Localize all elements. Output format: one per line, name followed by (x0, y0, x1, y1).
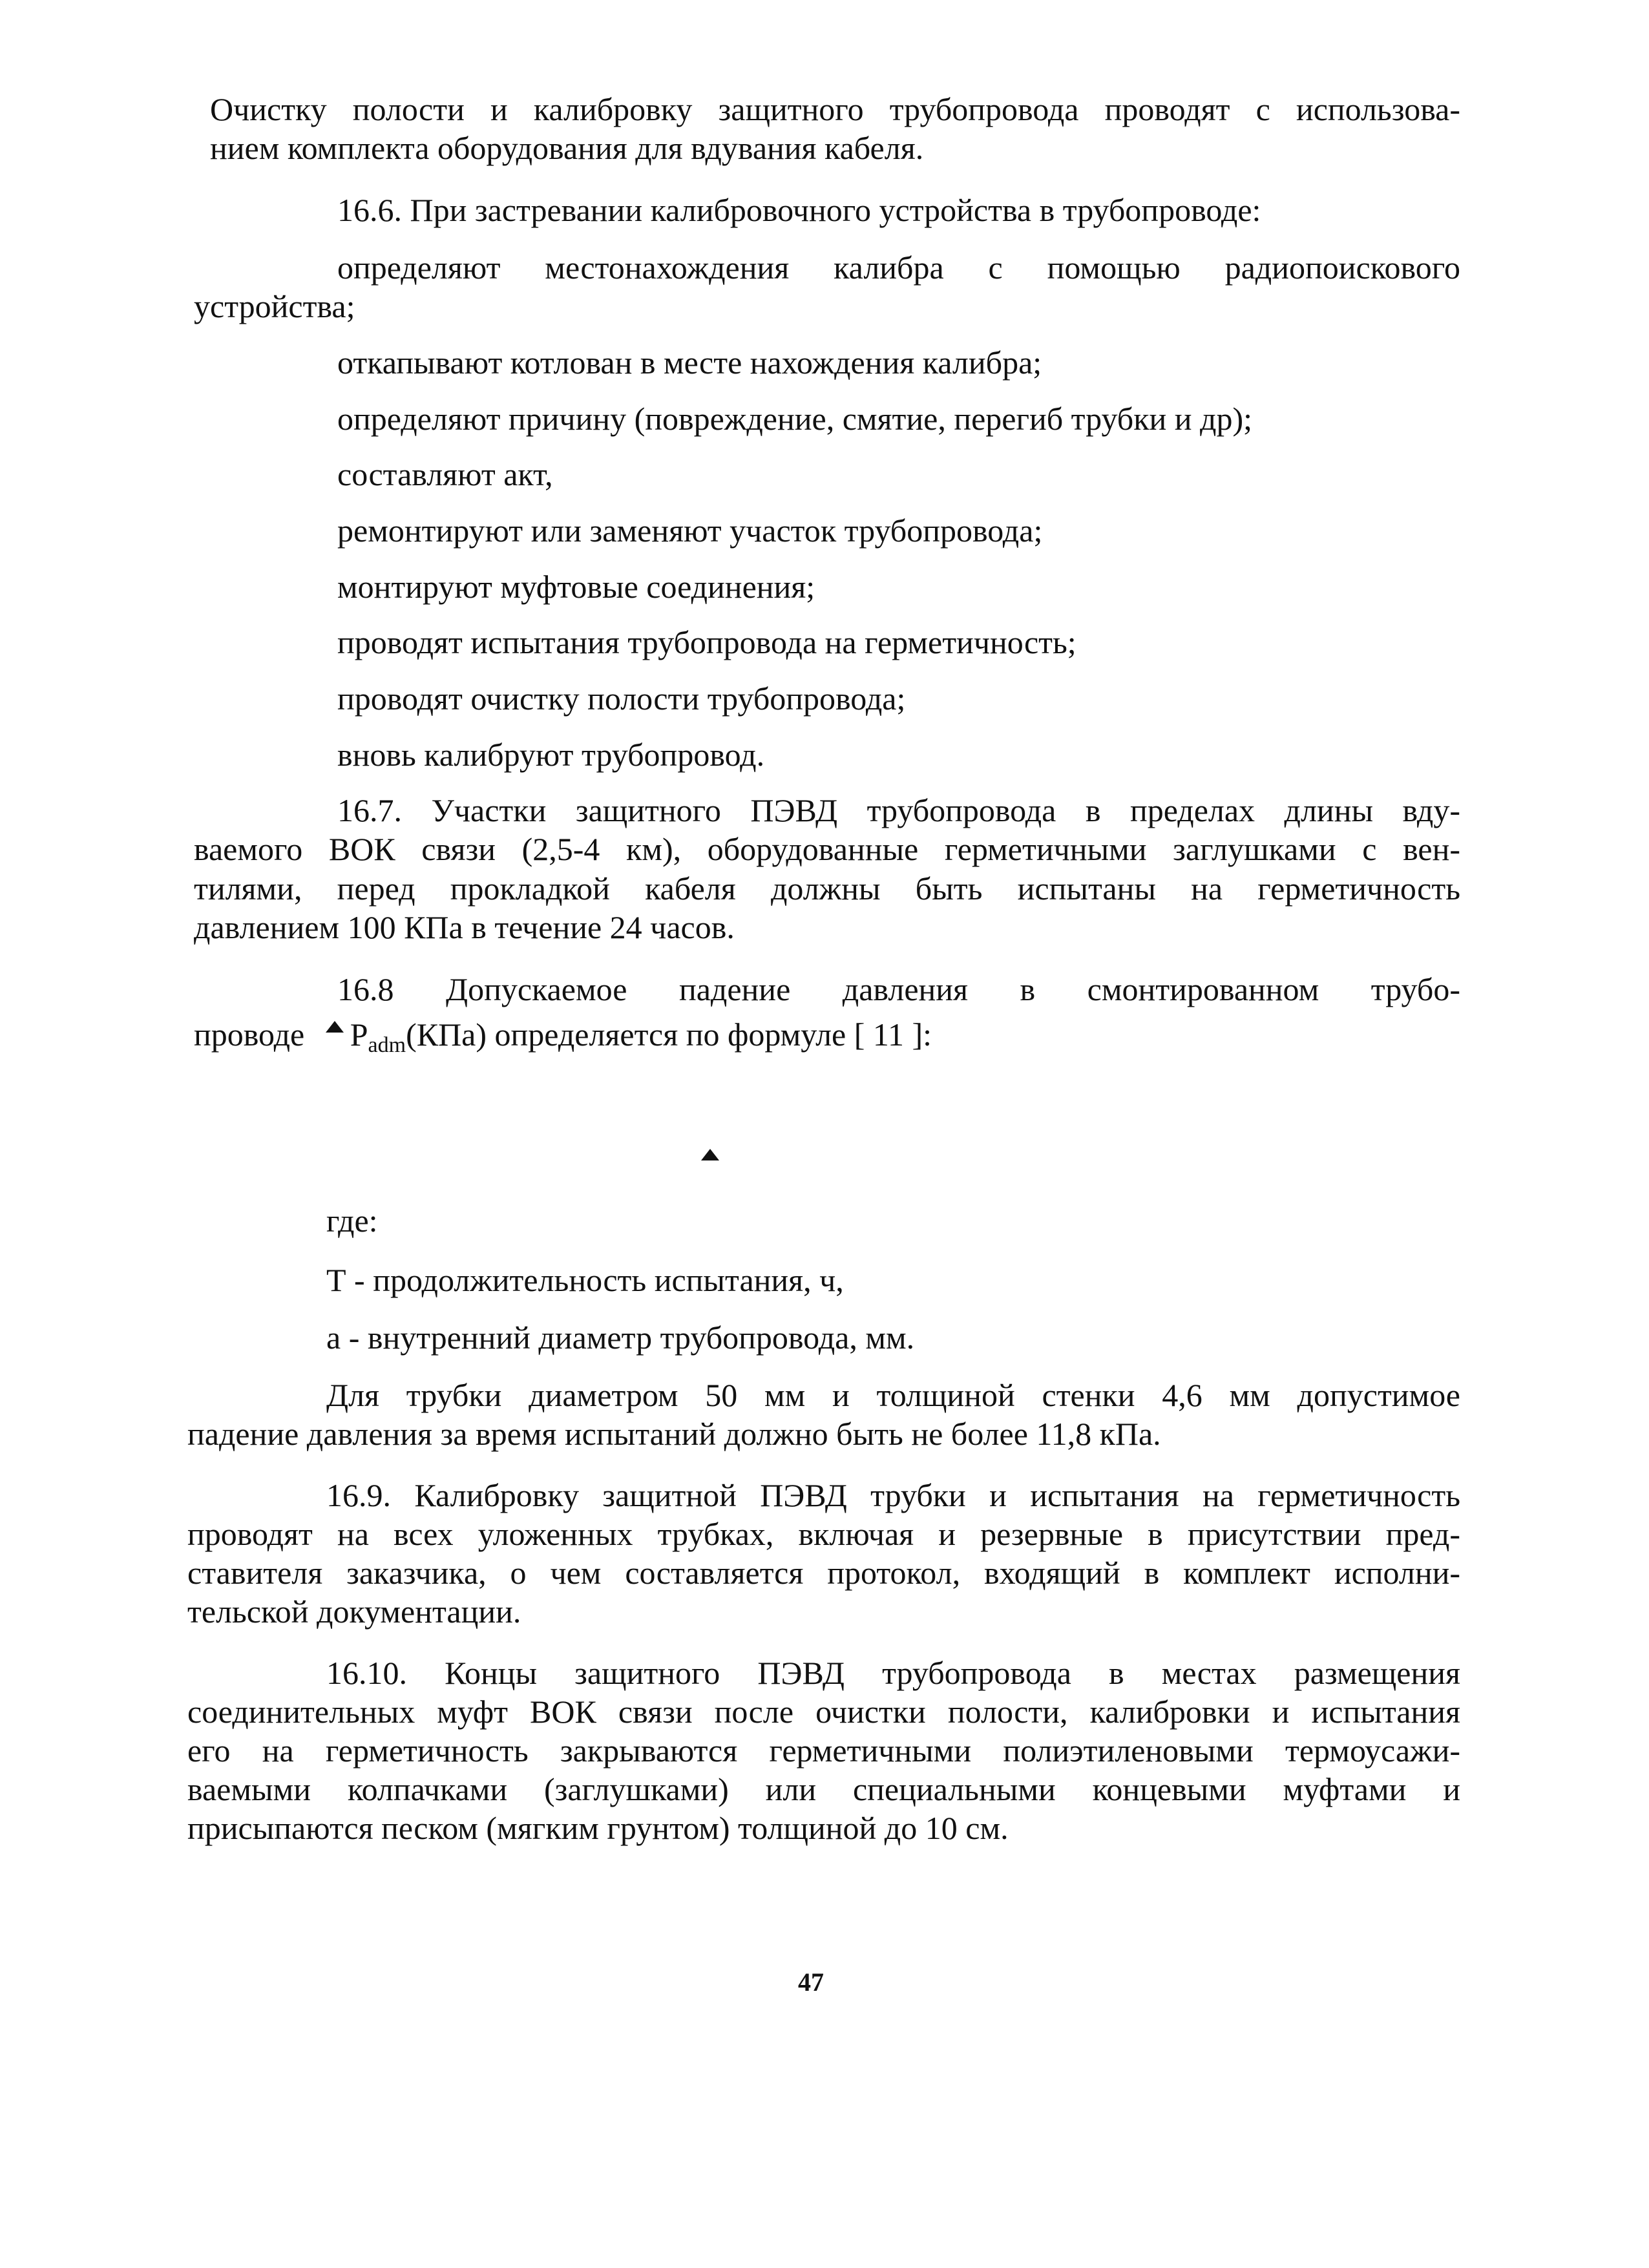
text-line: тельской документации. (187, 1593, 521, 1630)
text-line: определяют причину (повреждение, смятие, перегиб трубки и др); (337, 401, 1253, 437)
text-line: давлением 100 КПа в течение 24 часов. (194, 909, 735, 945)
text-line: проводят очистку полости трубопровода; (337, 680, 906, 717)
page-number: 47 (798, 1968, 824, 1997)
text-line: нием комплекта оборудования для вдувания кабеля. (210, 130, 924, 166)
text-line: 16.10. Концы защитного ПЭВД трубопровода в местах размещения (326, 1655, 1460, 1691)
text-line: проводят на всех уложенных трубках, включая и резервные в присутствии пред- (187, 1516, 1460, 1552)
pressure-subscript: adm (368, 1033, 406, 1057)
text-line: проводят испытания трубопровода на герметичность; (337, 624, 1077, 660)
text-fragment: проводе (194, 1016, 305, 1053)
text-line: тилями, перед прокладкой кабеля должны быть испытаны на герметичность (194, 870, 1460, 907)
pressure-symbol: P (350, 1016, 368, 1053)
text-line: падение давления за время испытаний должно быть не более 11,8 кПа. (187, 1416, 1161, 1452)
text-line: Очистку полости и калибровку защитного трубопровода проводят с использова- (210, 91, 1460, 127)
text-line: ваемыми колпачками (заглушками) или специальными концевыми муфтами и (187, 1771, 1460, 1807)
text-line: составляют акт, (337, 456, 553, 492)
text-line: Т - продолжительность испытания, ч, (326, 1262, 844, 1298)
text-line: 16.8 Допускаемое падение давления в смонтированном трубо- (337, 971, 1460, 1007)
text-line: а - внутренний диаметр трубопровода, мм. (326, 1319, 915, 1356)
text-line: ваемого ВОК связи (2,5-4 км), оборудованные герметичными заглушками с вен- (194, 831, 1460, 867)
delta-triangle-icon (701, 1149, 719, 1160)
formula-line (194, 1016, 932, 1064)
text-line: где: (326, 1202, 378, 1239)
text-line: ремонтируют или заменяют участок трубопровода; (337, 512, 1043, 549)
text-line: вновь калибруют трубопровод. (337, 737, 765, 773)
text-fragment: (КПа) определяется по формуле [ 11 ]: (406, 1016, 932, 1053)
text-line: 16.9. Калибровку защитной ПЭВД трубки и испытания на герметичность (326, 1477, 1460, 1513)
text-line: устройства; (194, 288, 355, 324)
text-line: 16.7. Участки защитного ПЭВД трубопровода в пределах длины вду- (337, 792, 1460, 828)
text-line: соединительных муфт ВОК связи после очистки полости, калибровки и испытания (187, 1694, 1460, 1730)
formula (701, 1144, 739, 1192)
text-line: откапывают котлован в месте нахождения калибра; (337, 344, 1042, 381)
text-line: его на герметичность закрываются герметичными полиэтиленовыми термоусажи- (187, 1732, 1460, 1769)
text-line: определяют местонахождения калибра с помощью радиопоискового (337, 249, 1460, 286)
text-line: 16.6. При застревании калибровочного устройства в трубопроводе: (337, 192, 1261, 228)
text-line: Для трубки диаметром 50 мм и толщиной стенки 4,6 мм допустимое (326, 1377, 1460, 1413)
text-line: присыпаются песком (мягким грунтом) толщиной до 10 см. (187, 1810, 1009, 1846)
text-line: ставителя заказчика, о чем составляется протокол, входящий в комплект исполни- (187, 1555, 1460, 1591)
delta-triangle-icon (326, 1021, 344, 1033)
text-line: монтируют муфтовые соединения; (337, 569, 815, 605)
